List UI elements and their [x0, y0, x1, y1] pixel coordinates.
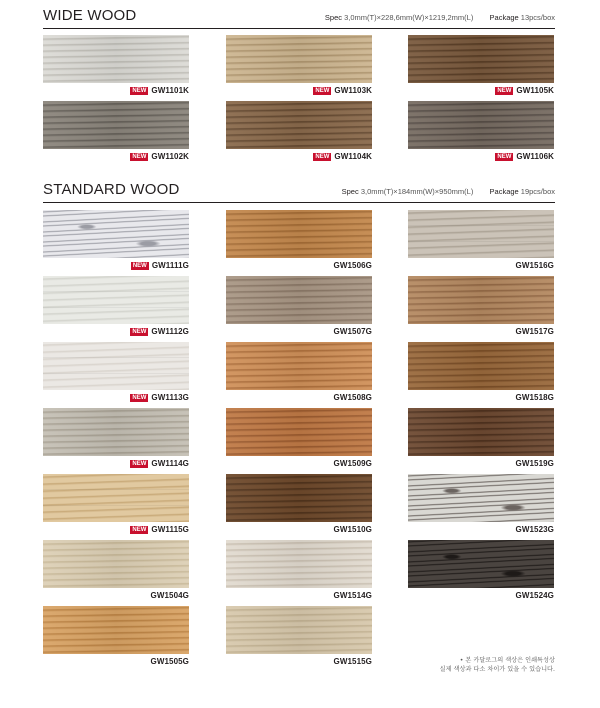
- new-badge: NEW: [132, 395, 147, 401]
- product-label: [43, 152, 189, 162]
- new-badge: NEW: [132, 154, 147, 160]
- product-label: [226, 459, 372, 469]
- wood-swatch-gw1504g: [43, 540, 189, 588]
- product-code: GW1115G: [151, 525, 189, 534]
- product-code: GW1514G: [333, 591, 372, 600]
- product-label: [408, 86, 554, 96]
- wood-swatch-gw1114g: [43, 408, 189, 456]
- product-label: [43, 525, 189, 535]
- wood-swatch-gw1115g: [43, 474, 189, 522]
- new-badge: NEW: [132, 329, 147, 335]
- product-label: [226, 393, 372, 403]
- wood-swatch-gw1112g: [43, 276, 189, 324]
- product-code: GW1518G: [515, 393, 554, 402]
- product-code: GW1505G: [150, 657, 189, 666]
- product-label: [408, 393, 554, 403]
- package-label: Package: [489, 13, 519, 22]
- wide-wood-title: WIDE WOOD: [43, 7, 137, 24]
- spec-label: Spec: [341, 187, 359, 196]
- note-line-1: • 본 카달로그의 색상은 인쇄특성상: [459, 657, 555, 664]
- product-code: GW1524G: [515, 591, 554, 600]
- product-code: GW1504G: [150, 591, 189, 600]
- product-label: [408, 152, 554, 162]
- product-code: GW1103K: [334, 86, 372, 95]
- wood-swatch-gw1519g: [408, 408, 554, 456]
- product-label: [408, 591, 554, 601]
- wood-swatch-gw1508g: [226, 342, 372, 390]
- wood-swatch-gw1103k: [226, 35, 372, 83]
- product-code: GW1114G: [151, 459, 189, 468]
- wood-swatch-gw1517g: [408, 276, 554, 324]
- product-label: [43, 261, 189, 271]
- product-code: GW1111G: [151, 261, 189, 270]
- new-badge: NEW: [132, 88, 147, 94]
- spec-value: 3,0mm(T)×228,6mm(W)×1219,2mm(L): [344, 13, 474, 22]
- wood-swatch-gw1105k: [408, 35, 554, 83]
- product-code: GW1104K: [334, 152, 372, 161]
- color-disclaimer-note: [440, 656, 555, 674]
- product-label: [408, 459, 554, 469]
- wide-wood-divider: [43, 28, 555, 29]
- product-label: [408, 525, 554, 535]
- spec-value: 3,0mm(T)×184mm(W)×950mm(L): [360, 187, 474, 196]
- new-badge: NEW: [497, 154, 512, 160]
- product-label: [43, 327, 189, 337]
- wood-swatch-gw1523g: [408, 474, 554, 522]
- wood-swatch-gw1524g: [408, 540, 554, 588]
- product-label: [226, 657, 372, 667]
- wood-swatch-gw1516g: [408, 210, 554, 258]
- product-label: [43, 393, 189, 403]
- wood-swatch-gw1518g: [408, 342, 554, 390]
- new-badge: NEW: [315, 88, 330, 94]
- product-label: [408, 327, 554, 337]
- wood-swatch-gw1514g: [226, 540, 372, 588]
- wood-swatch-gw1104k: [226, 101, 372, 149]
- new-badge: NEW: [132, 527, 147, 533]
- standard-wood-divider: [43, 202, 555, 203]
- wood-swatch-gw1515g: [226, 606, 372, 654]
- product-code: GW1101K: [151, 86, 189, 95]
- wood-swatch-gw1101k: [43, 35, 189, 83]
- product-label: [226, 327, 372, 337]
- note-line-2: 실제 색상과 다소 차이가 있을 수 있습니다.: [439, 666, 555, 673]
- wood-swatch-gw1113g: [43, 342, 189, 390]
- standard-wood-spec: [342, 187, 555, 196]
- product-label: [226, 152, 372, 162]
- new-badge: NEW: [132, 263, 147, 269]
- wood-swatch-gw1505g: [43, 606, 189, 654]
- package-value: 19pcs/box: [520, 187, 555, 196]
- product-label: [43, 459, 189, 469]
- product-label: [43, 657, 189, 667]
- wood-swatch-gw1111g: [43, 210, 189, 258]
- product-code: GW1517G: [515, 327, 554, 336]
- product-label: [408, 261, 554, 271]
- wood-swatch-gw1510g: [226, 474, 372, 522]
- new-badge: NEW: [132, 461, 147, 467]
- wide-wood-spec: [325, 13, 555, 22]
- wood-swatch-gw1506g: [226, 210, 372, 258]
- wood-swatch-gw1507g: [226, 276, 372, 324]
- package-value: 13pcs/box: [520, 13, 555, 22]
- product-code: GW1102K: [151, 152, 189, 161]
- product-code: GW1510G: [333, 525, 372, 534]
- new-badge: NEW: [497, 88, 512, 94]
- product-label: [43, 591, 189, 601]
- product-code: GW1113G: [151, 393, 189, 402]
- product-label: [226, 261, 372, 271]
- product-code: GW1508G: [333, 393, 372, 402]
- wood-swatch-gw1102k: [43, 101, 189, 149]
- product-code: GW1105K: [516, 86, 554, 95]
- product-code: GW1506G: [333, 261, 372, 270]
- product-label: [226, 525, 372, 535]
- product-code: GW1112G: [151, 327, 189, 336]
- new-badge: NEW: [315, 154, 330, 160]
- product-code: GW1515G: [333, 657, 372, 666]
- product-code: GW1106K: [516, 152, 554, 161]
- product-code: GW1519G: [515, 459, 554, 468]
- wood-swatch-gw1106k: [408, 101, 554, 149]
- product-label: [226, 86, 372, 96]
- product-code: GW1523G: [515, 525, 554, 534]
- standard-wood-title: STANDARD WOOD: [43, 181, 180, 198]
- product-code: GW1507G: [333, 327, 372, 336]
- product-code: GW1509G: [333, 459, 372, 468]
- wood-swatch-gw1509g: [226, 408, 372, 456]
- product-label: [226, 591, 372, 601]
- spec-label: Spec: [324, 13, 343, 22]
- product-code: GW1516G: [515, 261, 554, 270]
- product-label: [43, 86, 189, 96]
- package-label: Package: [489, 187, 519, 196]
